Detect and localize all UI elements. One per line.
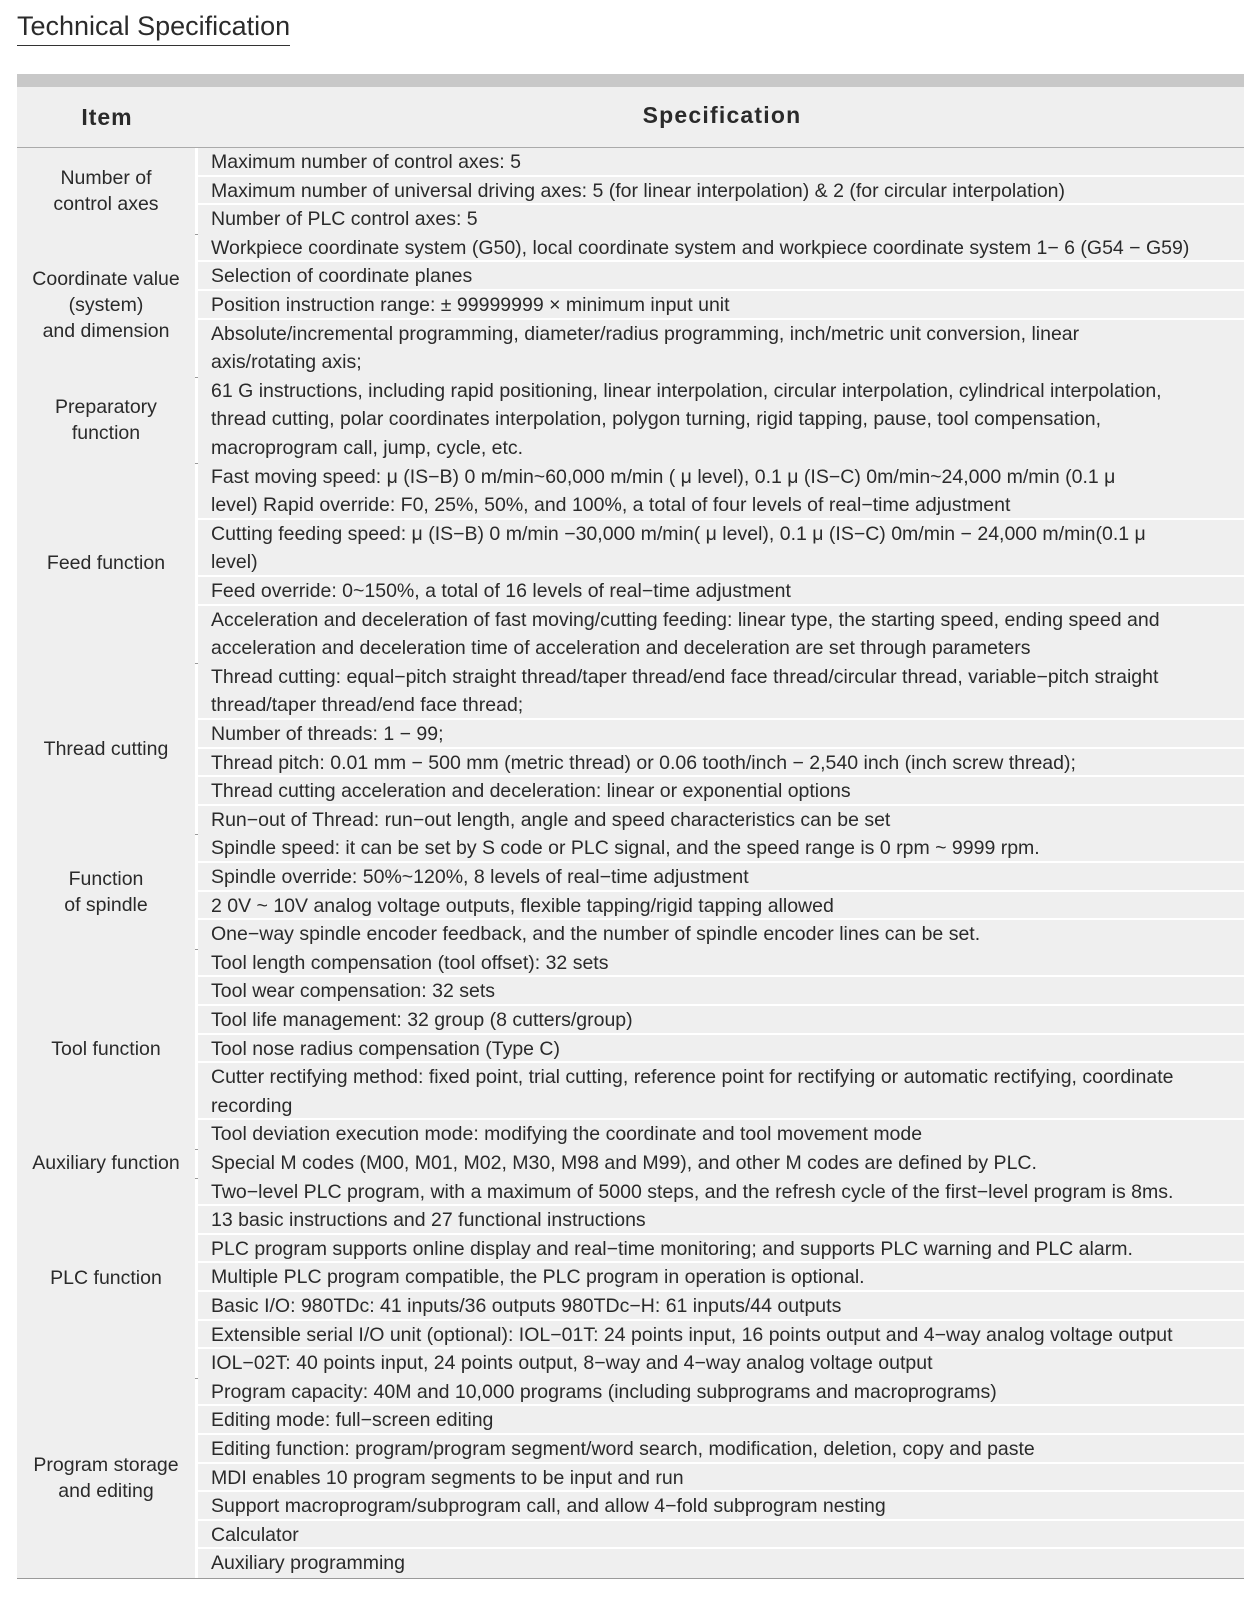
spec-row xyxy=(198,1035,1244,1064)
spec-line: Absolute/incremental programming, diameter/radius programming, inch/metric unit conversion, linear xyxy=(211,322,1080,345)
spec-row xyxy=(198,1149,1244,1178)
spec-line: Feed override: 0~150%, a total of 16 levels of real−time adjustment xyxy=(211,579,791,602)
spec-row xyxy=(198,1378,1244,1407)
spec-row xyxy=(198,749,1244,778)
spec-line: Calculator xyxy=(211,1523,299,1546)
spec-group xyxy=(17,1149,1244,1179)
spec-group xyxy=(17,834,1244,949)
spec-line: Tool deviation execution mode: modifying the coordinate and tool movement mode xyxy=(211,1123,923,1146)
spec-rows xyxy=(198,949,1244,1149)
spec-row xyxy=(198,892,1244,921)
spec-line: MDI enables 10 program segments to be input and run xyxy=(211,1466,684,1489)
spec-row xyxy=(198,1120,1244,1149)
spec-line: Extensible serial I/O unit (optional): IOL−01T: 24 points input, 16 points output and 4−way analog voltage output xyxy=(211,1323,1173,1346)
spec-group-label: Feed function xyxy=(17,463,195,663)
spec-line: Maximum number of universal driving axes: 5 (for linear interpolation) & 2 (for circular interpolation) xyxy=(211,179,1066,202)
spec-line: Number of threads: 1 − 99; xyxy=(211,722,444,745)
spec-row xyxy=(198,777,1244,806)
spec-line: Spindle override: 50%~120%, 8 levels of real−time adjustment xyxy=(211,865,749,888)
spec-row xyxy=(198,1321,1244,1350)
spec-rows xyxy=(198,834,1244,948)
spec-row xyxy=(198,1464,1244,1493)
spec-group-label: Thread cutting xyxy=(17,663,195,835)
spec-line: Program capacity: 40M and 10,000 programs (including subprograms and macroprograms) xyxy=(211,1380,997,1403)
header-specification: Specification xyxy=(642,101,802,128)
spec-row xyxy=(198,234,1244,263)
spec-row xyxy=(198,148,1244,177)
spec-row xyxy=(198,520,1244,577)
spec-line: Two−level PLC program, with a maximum of 5000 steps, and the refresh cycle of the first−level program is 8ms. xyxy=(211,1180,1174,1203)
spec-row xyxy=(198,205,1244,234)
spec-row xyxy=(198,1206,1244,1235)
spec-row xyxy=(198,1435,1244,1464)
spec-line: Cutter rectifying method: fixed point, trial cutting, reference point for rectifying or automatic rectifying, coordinate xyxy=(211,1066,1174,1089)
spec-group-label: Program storage and editing xyxy=(17,1378,195,1578)
spec-row xyxy=(198,1521,1244,1550)
spec-group xyxy=(17,463,1244,664)
spec-line: acceleration and deceleration time of acceleration and deceleration are set through parameters xyxy=(211,637,1031,660)
spec-row xyxy=(198,1349,1244,1378)
spec-group-label: Number of control axes xyxy=(17,148,195,234)
spec-group-label: Preparatory function xyxy=(17,377,195,463)
spec-line: Thread cutting: equal−pitch straight thread/taper thread/end face thread/circular thread, variable−pitch straight xyxy=(211,665,1159,688)
spec-group-label: Coordinate value (system) and dimension xyxy=(17,234,195,377)
spec-group xyxy=(17,234,1244,378)
spec-line: Workpiece coordinate system (G50), local coordinate system and workpiece coordinate system 1− 6 (G54 − G59) xyxy=(211,236,1190,259)
spec-group xyxy=(17,148,1244,235)
spec-line: Editing function: program/program segment/word search, modification, deletion, copy and paste xyxy=(211,1437,1035,1460)
spec-line: thread/taper thread/end face thread; xyxy=(211,694,524,717)
spec-row xyxy=(198,577,1244,606)
spec-line: Acceleration and deceleration of fast moving/cutting feeding: linear type, the starting speed, ending speed and xyxy=(211,608,1160,631)
spec-row xyxy=(198,1406,1244,1435)
spec-line: One−way spindle encoder feedback, and the number of spindle encoder lines can be set. xyxy=(211,923,981,946)
spec-group xyxy=(17,1378,1244,1579)
spec-line: Thread pitch: 0.01 mm − 500 mm (metric thread) or 0.06 tooth/inch − 2,540 inch (inch screw thread); xyxy=(211,751,1076,774)
spec-group-label: Auxiliary function xyxy=(17,1149,195,1178)
spec-line: Tool wear compensation: 32 sets xyxy=(211,980,495,1003)
spec-rows xyxy=(198,377,1244,463)
spec-line: Number of PLC control axes: 5 xyxy=(211,208,478,231)
spec-row xyxy=(198,977,1244,1006)
spec-row xyxy=(198,806,1244,835)
spec-rows xyxy=(198,663,1244,835)
spec-line: Run−out of Thread: run−out length, angle and speed characteristics can be set xyxy=(211,808,891,831)
spec-rows xyxy=(198,463,1244,663)
spec-row xyxy=(198,720,1244,749)
spec-row xyxy=(198,606,1244,663)
spec-row xyxy=(198,1549,1244,1578)
spec-line: Maximum number of control axes: 5 xyxy=(211,151,521,173)
spec-line: Spindle speed: it can be set by S code or PLC signal, and the speed range is 0 rpm ~ 9999 rpm. xyxy=(211,837,1040,860)
spec-line: Selection of coordinate planes xyxy=(211,265,473,288)
spec-line: level) Rapid override: F0, 25%, 50%, and 100%, a total of four levels of real−time adjustment xyxy=(211,494,1011,517)
spec-rows xyxy=(198,148,1244,234)
spec-line: Basic I/O: 980TDc: 41 inputs/36 outputs 980TDc−H: 61 inputs/44 outputs xyxy=(211,1294,842,1317)
spec-line: Tool nose radius compensation (Type C) xyxy=(211,1037,561,1060)
spec-line: Special M codes (M00, M01, M02, M30, M98 and M99), and other M codes are defined by PLC. xyxy=(211,1152,1037,1174)
spec-line: Support macroprogram/subprogram call, and allow 4−fold subprogram nesting xyxy=(211,1495,886,1518)
spec-row xyxy=(198,1235,1244,1264)
spec-row xyxy=(198,1263,1244,1292)
spec-row xyxy=(198,177,1244,206)
spec-row xyxy=(198,949,1244,978)
spec-line: PLC program supports online display and real−time monitoring; and supports PLC warning and PLC alarm. xyxy=(211,1237,1133,1260)
spec-line: IOL−02T: 40 points input, 24 points output, 8−way and 4−way analog voltage output xyxy=(211,1352,933,1375)
spec-row xyxy=(198,1006,1244,1035)
spec-group-label: Function of spindle xyxy=(17,834,195,948)
spec-row xyxy=(198,1178,1244,1207)
spec-row xyxy=(198,663,1244,720)
spec-line: recording xyxy=(211,1094,293,1117)
spec-rows xyxy=(198,234,1244,377)
spec-group xyxy=(17,1178,1244,1379)
spec-group xyxy=(17,663,1244,836)
spec-line: macroprogram call, jump, cycle, etc. xyxy=(211,436,524,459)
spec-row xyxy=(198,262,1244,291)
spec-line: thread cutting, polar coordinates interpolation, polygon turning, rigid tapping, pause, tool compensation, xyxy=(211,408,1101,431)
spec-row xyxy=(198,1492,1244,1521)
spec-line: axis/rotating axis; xyxy=(211,351,362,374)
spec-line: level) xyxy=(211,551,258,574)
spec-row xyxy=(198,1292,1244,1321)
spec-group-label: Tool function xyxy=(17,949,195,1149)
spec-line: 2 0V ~ 10V analog voltage outputs, flexible tapping/rigid tapping allowed xyxy=(211,894,834,917)
spec-line: 13 basic instructions and 27 functional instructions xyxy=(211,1209,646,1232)
page-title: Technical Specification xyxy=(17,10,290,46)
spec-line: 61 G instructions, including rapid positioning, linear interpolation, circular interpolation, cylindrical interpolation, xyxy=(211,379,1162,402)
spec-line: Tool life management: 32 group (8 cutters/group) xyxy=(211,1008,633,1031)
spec-group-label: PLC function xyxy=(17,1178,195,1378)
spec-row xyxy=(198,920,1244,949)
spec-group xyxy=(17,377,1244,464)
spec-row xyxy=(198,1063,1244,1120)
spec-line: Editing mode: full−screen editing xyxy=(211,1409,494,1432)
spec-row xyxy=(198,463,1244,520)
spec-line: Position instruction range: ± 99999999 × minimum input unit xyxy=(211,293,730,316)
spec-row xyxy=(198,291,1244,320)
spec-rows xyxy=(198,1149,1244,1178)
spec-line: Multiple PLC program compatible, the PLC program in operation is optional. xyxy=(211,1266,865,1289)
spec-line: Tool length compensation (tool offset): 32 sets xyxy=(211,951,609,974)
spec-group xyxy=(17,949,1244,1150)
spec-row xyxy=(198,320,1244,377)
spec-line: Cutting feeding speed: μ (IS−B) 0 m/min −30,000 m/min( μ level), 0.1 μ (IS−C) 0m/min − 24,000 m/min(0.1 μ xyxy=(211,522,1146,545)
spec-rows xyxy=(198,1178,1244,1378)
table-header xyxy=(17,87,1244,148)
spec-row xyxy=(198,377,1244,463)
spec-line: Thread cutting acceleration and deceleration: linear or exponential options xyxy=(211,780,851,803)
spec-row xyxy=(198,863,1244,892)
spec-row xyxy=(198,834,1244,863)
spec-line: Fast moving speed: μ (IS−B) 0 m/min~60,000 m/min ( μ level), 0.1 μ (IS−C) 0m/min~24,000 m/min (0.1 μ xyxy=(211,465,1116,488)
spec-line: Auxiliary programming xyxy=(211,1552,405,1575)
header-item: Item xyxy=(81,103,133,130)
table-top-bar xyxy=(17,74,1244,87)
spec-rows xyxy=(198,1378,1244,1578)
